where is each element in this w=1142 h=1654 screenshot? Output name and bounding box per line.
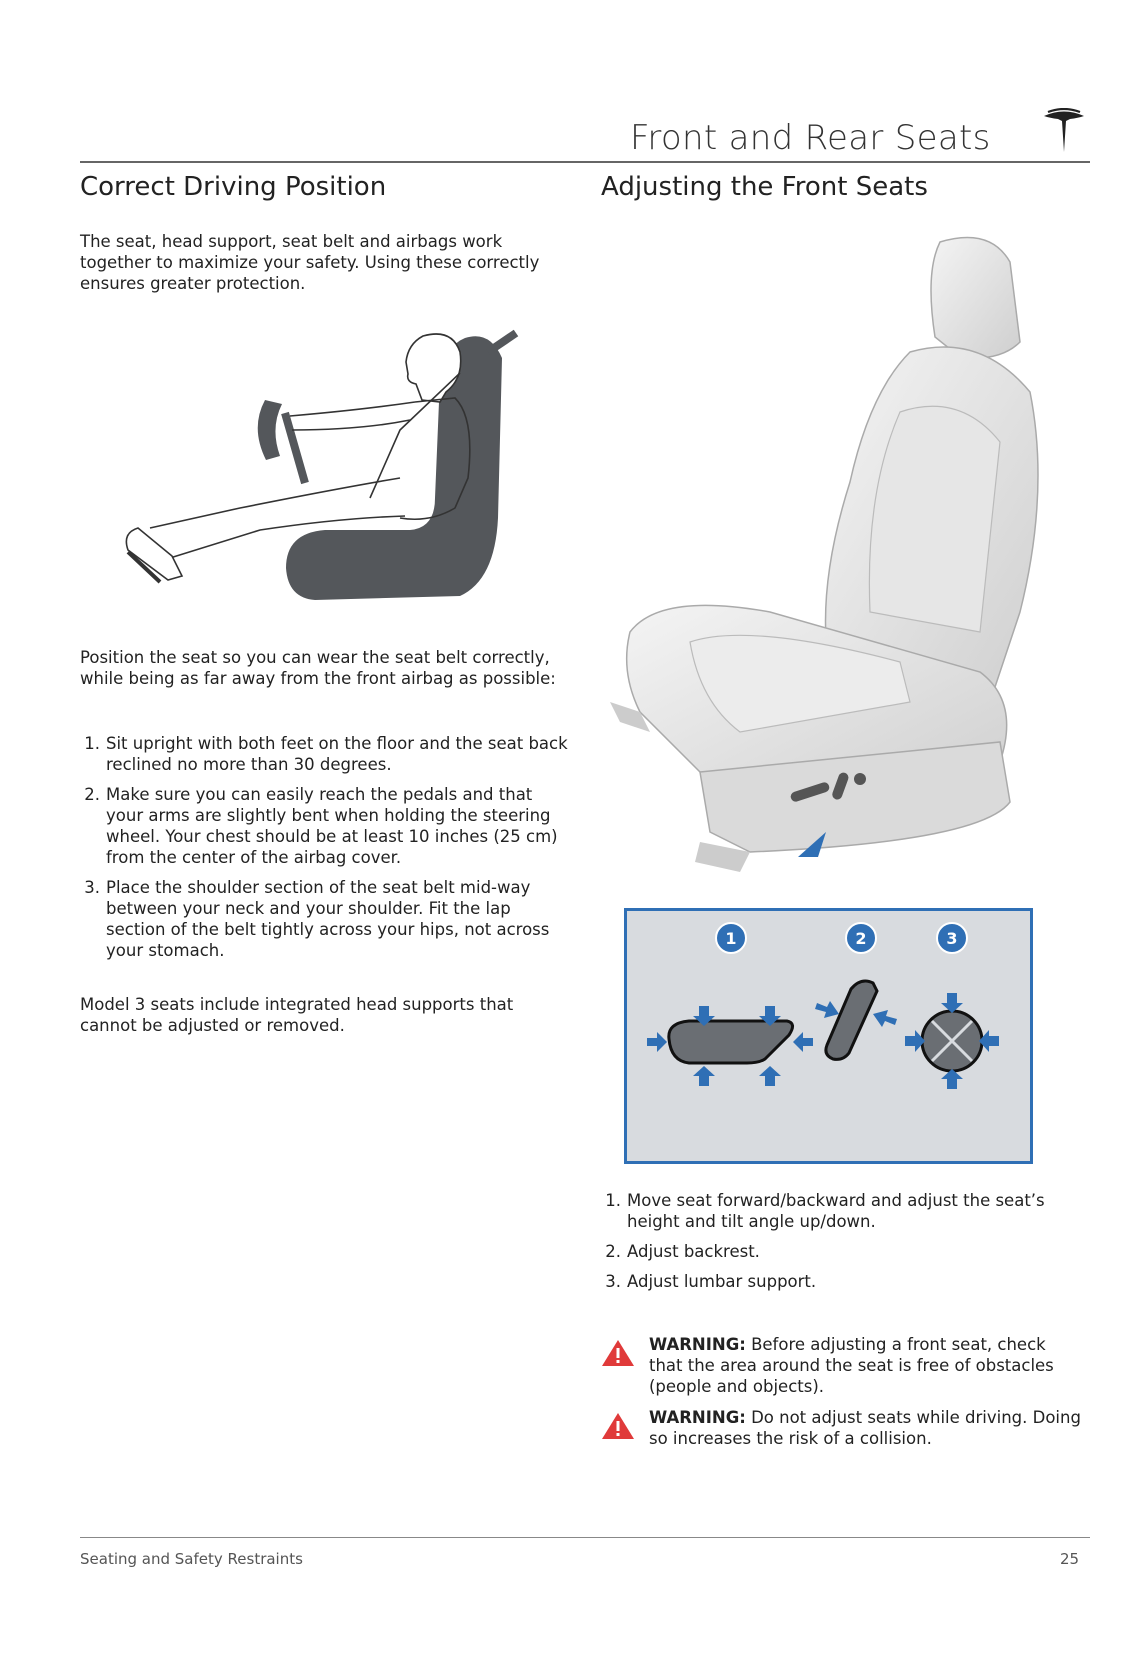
callout-number: 1 [725,929,737,948]
header-rule [80,161,1090,163]
step-text: Make sure you can easily reach the pedals and that your arms are slightly bent when holding the steering wheel. Your chest should be at least 10 inches (25 cm) from the center of the airbag cover. [106,785,558,867]
seat-controls-diagram [627,911,1030,1161]
chapter-title: Front and Rear Seats [630,118,991,158]
step-number: 3. [605,1272,621,1291]
controls-callout-box [624,908,1033,1164]
step-number: 1. [84,734,100,753]
warning-driving [601,1407,1081,1449]
warning-triangle-icon [601,1411,635,1441]
driving-position-steps [80,733,572,970]
step-text: Move seat forward/backward and adjust the seat’s height and tilt angle up/down. [627,1191,1045,1231]
callout-number: 3 [946,929,958,948]
seat-cushion-switch [669,1021,793,1063]
tesla-logo [1040,108,1088,156]
warning-triangle-icon [601,1338,635,1368]
list-item [601,1241,1071,1262]
driver-seated-illustration [110,318,530,618]
list-item [80,877,572,961]
footer-section-name: Seating and Safety Restraints [80,1550,303,1568]
callout-2 [846,923,876,953]
warning-body: Do not adjust seats while driving. Doing so increases the risk of a collision. [649,1408,1081,1448]
step-number: 3. [84,878,100,897]
page-number: 25 [1060,1550,1080,1568]
warning-body: Before adjusting a front seat, check that the area around the seat is free of obstacles (people and objects). [649,1335,1054,1396]
backrest-switch [826,981,877,1059]
step-text: Place the shoulder section of the seat belt mid-way between your neck and your shoulder. Fit the lap section of the belt tightly across your hips, not across your stomach. [106,878,550,960]
step-number: 2. [605,1242,621,1261]
warning-text [649,1334,1081,1397]
head-support-note: Model 3 seats include integrated head supports that cannot be adjusted or removed. [80,995,514,1035]
step-number: 1. [605,1191,621,1210]
list-item [80,784,572,868]
heading-adjusting-front-seats: Adjusting the Front Seats [601,172,928,202]
warning-label: WARNING: [649,1335,746,1354]
list-item [601,1271,1071,1292]
heading-correct-driving-position: Correct Driving Position [80,172,387,202]
warning-label: WARNING: [649,1408,746,1427]
intro-paragraph: The seat, head support, seat belt and airbags work together to maximize your safety. Using these correctly ensures greater protection. [80,232,540,293]
step-text: Sit upright with both feet on the floor and the seat back reclined no more than 30 degrees. [106,734,568,774]
footer-rule [80,1537,1090,1538]
warning-obstacles [601,1334,1081,1397]
step-text: Adjust lumbar support. [627,1272,817,1291]
list-item [601,1190,1071,1232]
seat-adjust-steps [601,1190,1071,1301]
callout-number: 2 [855,929,867,948]
list-item [80,733,572,775]
step-text: Adjust backrest. [627,1242,760,1261]
warning-text [649,1407,1081,1449]
front-seat-illustration [600,232,1090,902]
step-number: 2. [84,785,100,804]
position-paragraph: Position the seat so you can wear the seat belt correctly, while being as far away from the front airbag as possible: [80,648,556,688]
callout-3 [937,923,967,953]
callout-1 [716,923,746,953]
